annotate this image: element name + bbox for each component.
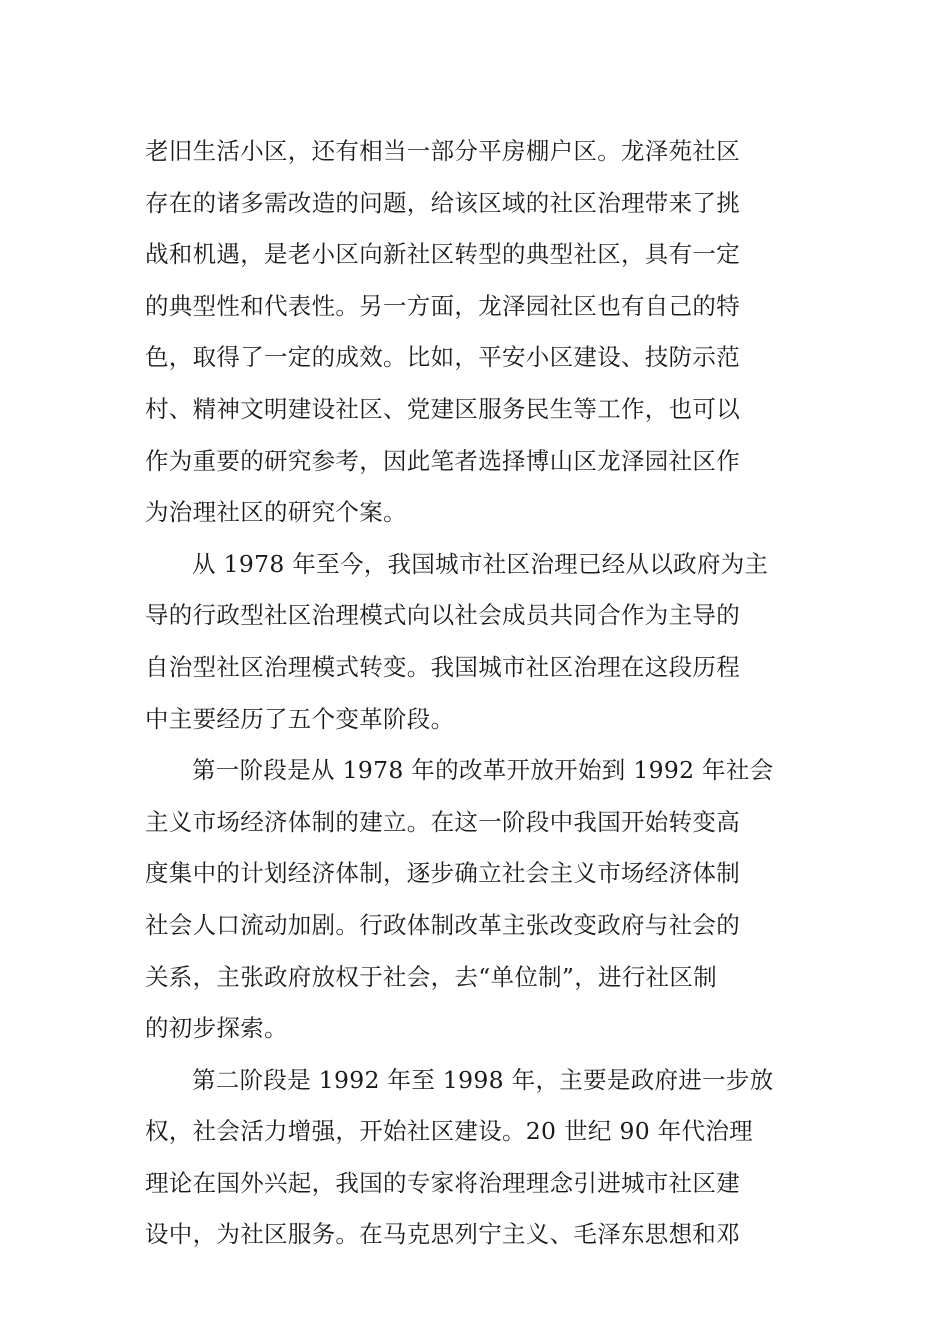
paragraph-1 (145, 126, 810, 539)
text-line: 村、精神文明建设社区、党建区服务民生等工作，也可以 (145, 394, 740, 423)
text-line: 中主要经历了五个变革阶段。 (145, 704, 455, 733)
text-line: 度集中的计划经济体制，逐步确立社会主义市场经济体制 (145, 859, 740, 888)
text-line: 主义市场经济体制的建立。在这一阶段中我国开始转变高 (145, 807, 740, 836)
paragraph-3 (145, 745, 810, 1055)
text-line: 色，取得了一定的成效。比如，平安小区建设、技防示范 (145, 343, 740, 372)
text-line: 作为重要的研究参考，因此笔者选择博山区龙泽园社区作 (145, 446, 740, 475)
text-line: 第二阶段是 1992 年至 1998 年，主要是政府进一步放 (192, 1065, 774, 1094)
text-line: 从 1978 年至今，我国城市社区治理已经从以政府为主 (192, 549, 769, 578)
text-line: 的初步探索。 (145, 1014, 288, 1043)
paragraph-2 (145, 539, 810, 745)
paragraph-4 (145, 1055, 810, 1261)
text-line: 存在的诸多需改造的问题，给该区域的社区治理带来了挑 (145, 188, 740, 217)
text-line: 社会人口流动加剧。行政体制改革主张改变政府与社会的 (145, 910, 740, 939)
text-line: 权，社会活力增强，开始社区建设。20 世纪 90 年代治理 (145, 1117, 753, 1146)
text-line: 关系，主张政府放权于社会，去“单位制”，进行社区制 (145, 962, 718, 991)
text-line: 导的行政型社区治理模式向以社会成员共同合作为主导的 (145, 601, 740, 630)
text-line: 为治理社区的研究个案。 (145, 498, 407, 527)
text-line: 理论在国外兴起，我国的专家将治理理念引进城市社区建 (145, 1168, 740, 1197)
text-line: 第一阶段是从 1978 年的改革开放开始到 1992 年社会 (192, 756, 774, 785)
text-line: 自治型社区治理模式转变。我国城市社区治理在这段历程 (145, 652, 740, 681)
text-line: 战和机遇，是老小区向新社区转型的典型社区，具有一定 (145, 240, 740, 269)
document-body (145, 126, 810, 1261)
text-line: 的典型性和代表性。另一方面，龙泽园社区也有自己的特 (145, 291, 740, 320)
text-line: 老旧生活小区，还有相当一部分平房棚户区。龙泽苑社区 (145, 137, 740, 165)
text-line: 设中，为社区服务。在马克思列宁主义、毛泽东思想和邓 (145, 1220, 740, 1249)
